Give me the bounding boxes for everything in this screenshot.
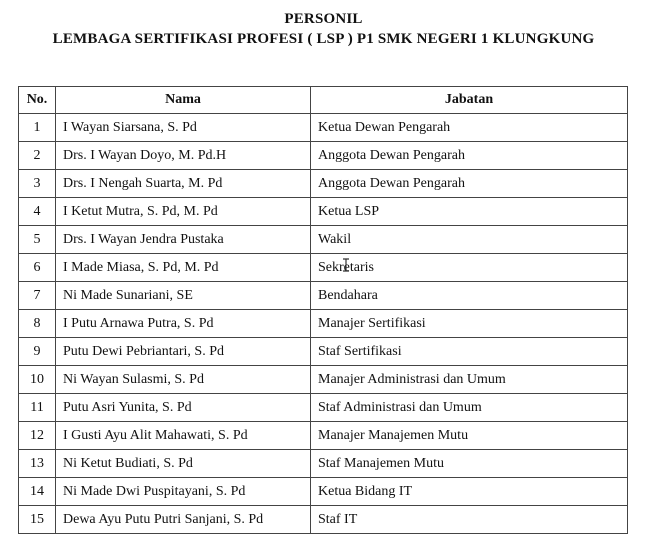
cell-nama: Drs. I Wayan Jendra Pustaka (56, 226, 311, 254)
cell-no: 13 (19, 450, 56, 478)
column-header-no: No. (19, 87, 56, 114)
cell-no: 12 (19, 422, 56, 450)
cell-jabatan: Manajer Administrasi dan Umum (311, 366, 628, 394)
cell-nama: Drs. I Wayan Doyo, M. Pd.H (56, 142, 311, 170)
cell-no: 9 (19, 338, 56, 366)
cell-no: 11 (19, 394, 56, 422)
cell-nama: Dewa Ayu Putu Putri Sanjani, S. Pd (56, 506, 311, 534)
table-row (19, 450, 628, 478)
cell-jabatan: Wakil (311, 226, 628, 254)
cell-no: 2 (19, 142, 56, 170)
table-row (19, 422, 628, 450)
cell-jabatan: Staf IT (311, 506, 628, 534)
table-row (19, 142, 628, 170)
cell-no: 5 (19, 226, 56, 254)
cell-jabatan: Anggota Dewan Pengarah (311, 170, 628, 198)
text-cursor-icon (342, 258, 350, 272)
column-header-nama: Nama (56, 87, 311, 114)
cell-jabatan: Manajer Sertifikasi (311, 310, 628, 338)
cell-no: 7 (19, 282, 56, 310)
table-row (19, 506, 628, 534)
table-row (19, 394, 628, 422)
cell-jabatan: Ketua Bidang IT (311, 478, 628, 506)
document-subtitle: LEMBAGA SERTIFIKASI PROFESI ( LSP ) P1 SMK NEGERI 1 KLUNGKUNG (52, 31, 595, 47)
table-row (19, 310, 628, 338)
table-row (19, 114, 628, 142)
cell-jabatan: Sekretaris (311, 254, 628, 282)
cell-jabatan: Staf Manajemen Mutu (311, 450, 628, 478)
cell-nama: Putu Asri Yunita, S. Pd (56, 394, 311, 422)
cell-no: 15 (19, 506, 56, 534)
cell-nama: I Wayan Siarsana, S. Pd (56, 114, 311, 142)
cell-no: 8 (19, 310, 56, 338)
table-row (19, 198, 628, 226)
cell-jabatan: Staf Sertifikasi (311, 338, 628, 366)
cell-nama: Ni Made Dwi Puspitayani, S. Pd (56, 478, 311, 506)
cell-jabatan: Manajer Manajemen Mutu (311, 422, 628, 450)
cell-nama: Ni Wayan Sulasmi, S. Pd (56, 366, 311, 394)
cell-jabatan: Ketua Dewan Pengarah (311, 114, 628, 142)
table-header-row (19, 87, 628, 114)
column-header-jabatan: Jabatan (311, 87, 628, 114)
cell-jabatan: Bendahara (311, 282, 628, 310)
cell-no: 1 (19, 114, 56, 142)
cell-jabatan: Staf Administrasi dan Umum (311, 394, 628, 422)
cell-nama: Ni Made Sunariani, SE (56, 282, 311, 310)
cell-nama: Drs. I Nengah Suarta, M. Pd (56, 170, 311, 198)
table-row (19, 282, 628, 310)
cell-jabatan: Anggota Dewan Pengarah (311, 142, 628, 170)
cell-nama: I Gusti Ayu Alit Mahawati, S. Pd (56, 422, 311, 450)
cell-no: 10 (19, 366, 56, 394)
table-row (19, 338, 628, 366)
cell-nama: I Made Miasa, S. Pd, M. Pd (56, 254, 311, 282)
table-row (19, 366, 628, 394)
cell-nama: I Ketut Mutra, S. Pd, M. Pd (56, 198, 311, 226)
cell-nama: Ni Ketut Budiati, S. Pd (56, 450, 311, 478)
table-row (19, 254, 628, 282)
table-row (19, 170, 628, 198)
cell-no: 14 (19, 478, 56, 506)
cell-no: 3 (19, 170, 56, 198)
cell-no: 6 (19, 254, 56, 282)
cell-no: 4 (19, 198, 56, 226)
table-row (19, 226, 628, 254)
document-title: PERSONIL (284, 11, 363, 27)
cell-nama: I Putu Arnawa Putra, S. Pd (56, 310, 311, 338)
cell-jabatan: Ketua LSP (311, 198, 628, 226)
table-row (19, 478, 628, 506)
personnel-table (18, 86, 628, 534)
cell-nama: Putu Dewi Pebriantari, S. Pd (56, 338, 311, 366)
